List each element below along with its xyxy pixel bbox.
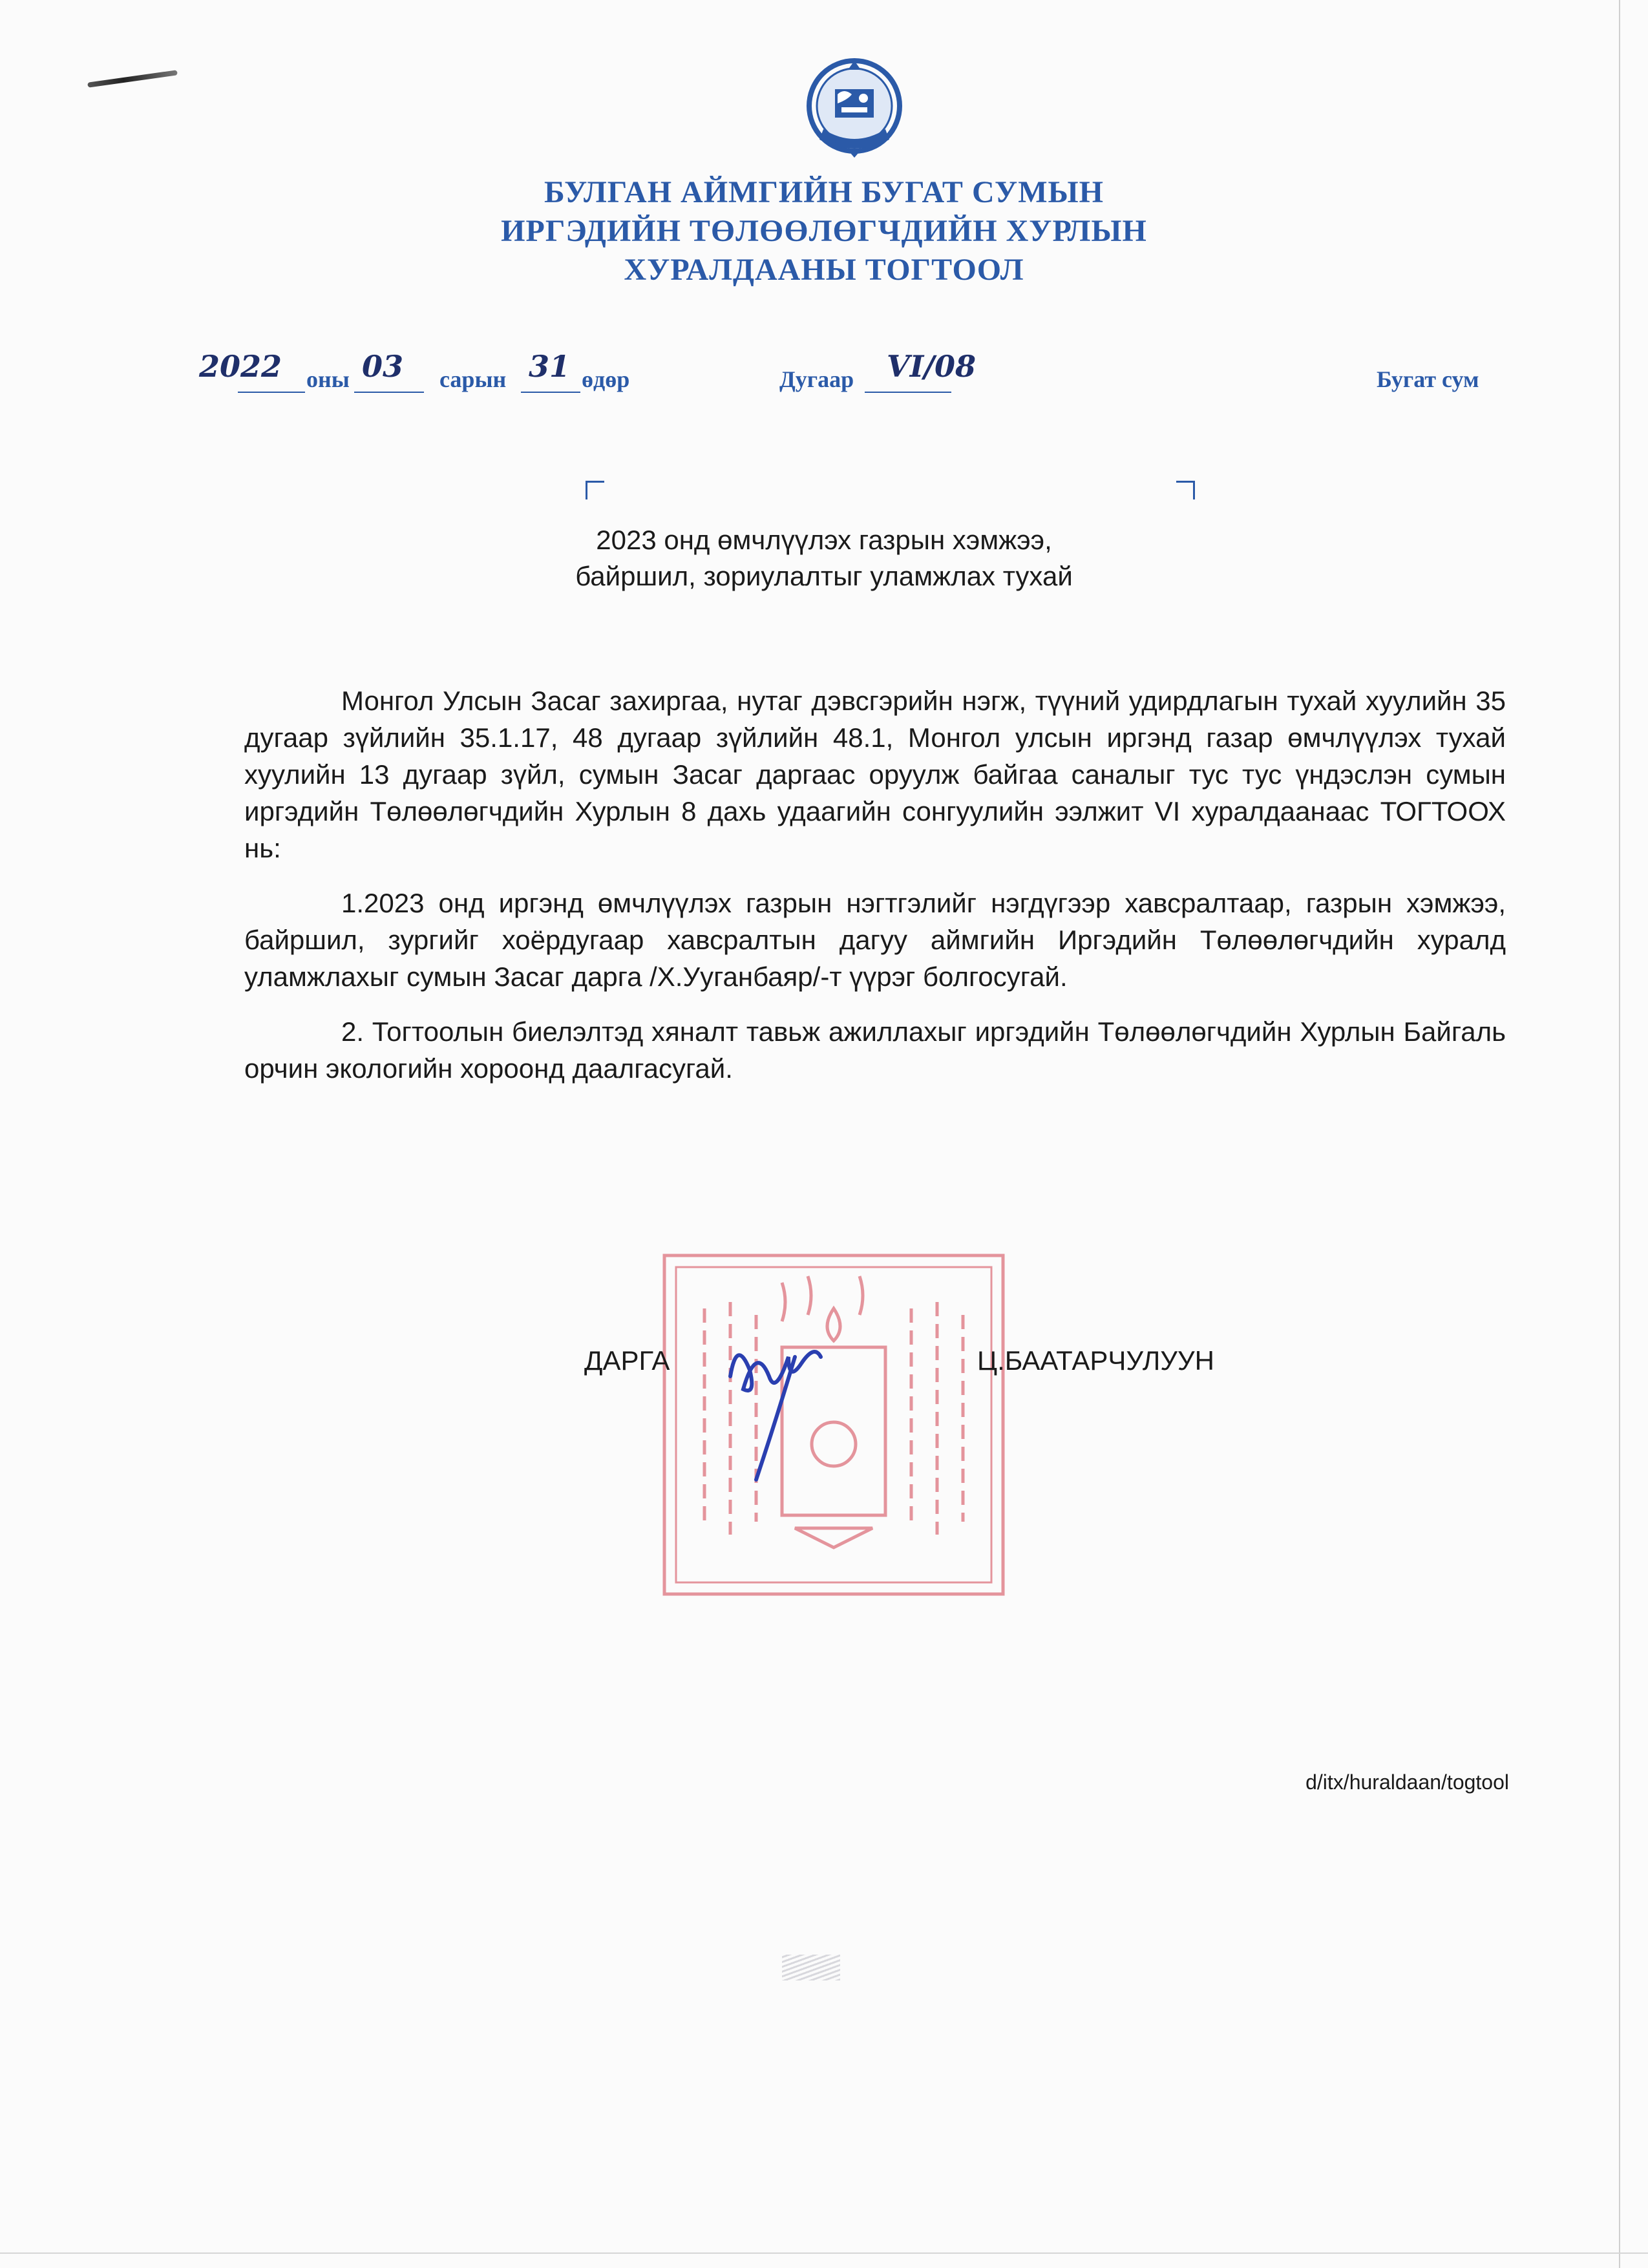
header-line-1: БУЛГАН АЙМГИЙН БУГАТ СУМЫН — [544, 175, 1104, 209]
month-label: сарын — [439, 366, 507, 392]
resolution-title — [452, 522, 1196, 594]
header-line-3: ХУРАЛДААНЫ ТОГТООЛ — [624, 253, 1024, 287]
day-handwritten: 31 — [529, 349, 571, 384]
day-underline — [521, 392, 580, 393]
body-paragraph-3: 2. Тогтоолын биелэлтэд хяналт тавьж ажиллахыг иргэдийн Төлөөлөгчдийн Хурлын Байгаль орчин экологийн хороонд даалгасугай. — [244, 1016, 1506, 1084]
year-underline — [238, 392, 305, 393]
year-label: оны — [306, 366, 350, 392]
day-label: өдөр — [582, 366, 630, 392]
body-paragraph-2: 1.2023 онд иргэнд өмчлүүлэх газрын нэгтгэлийг нэгдүгээр хавсралтаар, газрын хэмжээ, байршил, зургийг хоёрдугаар хавсралтын дагуу аймгийн Иргэдийн Төлөөлөгчдийн хуралд уламжлахыг сумын Засаг дарга /Х.Ууганбаяр/-т үүрэг болгосугай. — [244, 888, 1506, 992]
number-label: Дугаар — [779, 366, 854, 392]
scan-smudge — [782, 1955, 840, 1980]
resolution-body — [244, 682, 1506, 1105]
number-handwritten: VI/08 — [887, 349, 977, 384]
title-bracket-left — [586, 481, 604, 499]
place-label: Бугат сум — [1377, 366, 1479, 392]
title-bracket-right — [1176, 481, 1195, 499]
month-handwritten: 03 — [362, 349, 404, 384]
page-edge — [1619, 0, 1620, 2268]
mongolia-state-emblem-icon — [796, 52, 913, 168]
body-paragraph-1: Монгол Улсын Засаг захиргаа, нутаг дэвсгэрийн нэгж, түүний удирдлагын тухай хуулийн 35 дугаар зүйлийн 35.1.17, 48 дугаар зүйлийн 48.1, Монгол улсын иргэнд газар өмчлүүлэх тухай хуулийн 13 дугаар зүйл, сумын Засаг даргаас оруулж байгаа саналыг тус тус үндэслэн сумын иргэдийн Төлөөлөгчдийн Хурлын 8 дахь удаагийн сонгуулийн ээлжит VI хуралдаанаас ТОГТООХ нь: — [244, 686, 1506, 863]
signatory-name: Ц.БААТАРЧУЛУУН — [977, 1345, 1214, 1376]
scan-artifact — [87, 70, 178, 87]
month-underline — [354, 392, 424, 393]
number-underline — [865, 392, 951, 393]
page-edge — [0, 2252, 1648, 2254]
file-path-footer: d/itx/huraldaan/togtool — [1305, 1770, 1509, 1794]
title-line-1: 2023 онд өмчлүүлэх газрын хэмжээ, — [596, 525, 1052, 555]
header-line-2: ИРГЭДИЙН ТӨЛӨӨЛӨГЧДИЙН ХУРЛЫН — [501, 214, 1147, 248]
title-line-2: байршил, зориулалтыг уламжлах тухай — [575, 561, 1073, 591]
date-line — [0, 349, 1648, 401]
handwritten-signature — [717, 1318, 860, 1486]
document-header — [194, 173, 1454, 289]
signatory-title: ДАРГА — [584, 1345, 670, 1376]
year-handwritten: 2022 — [199, 349, 282, 384]
